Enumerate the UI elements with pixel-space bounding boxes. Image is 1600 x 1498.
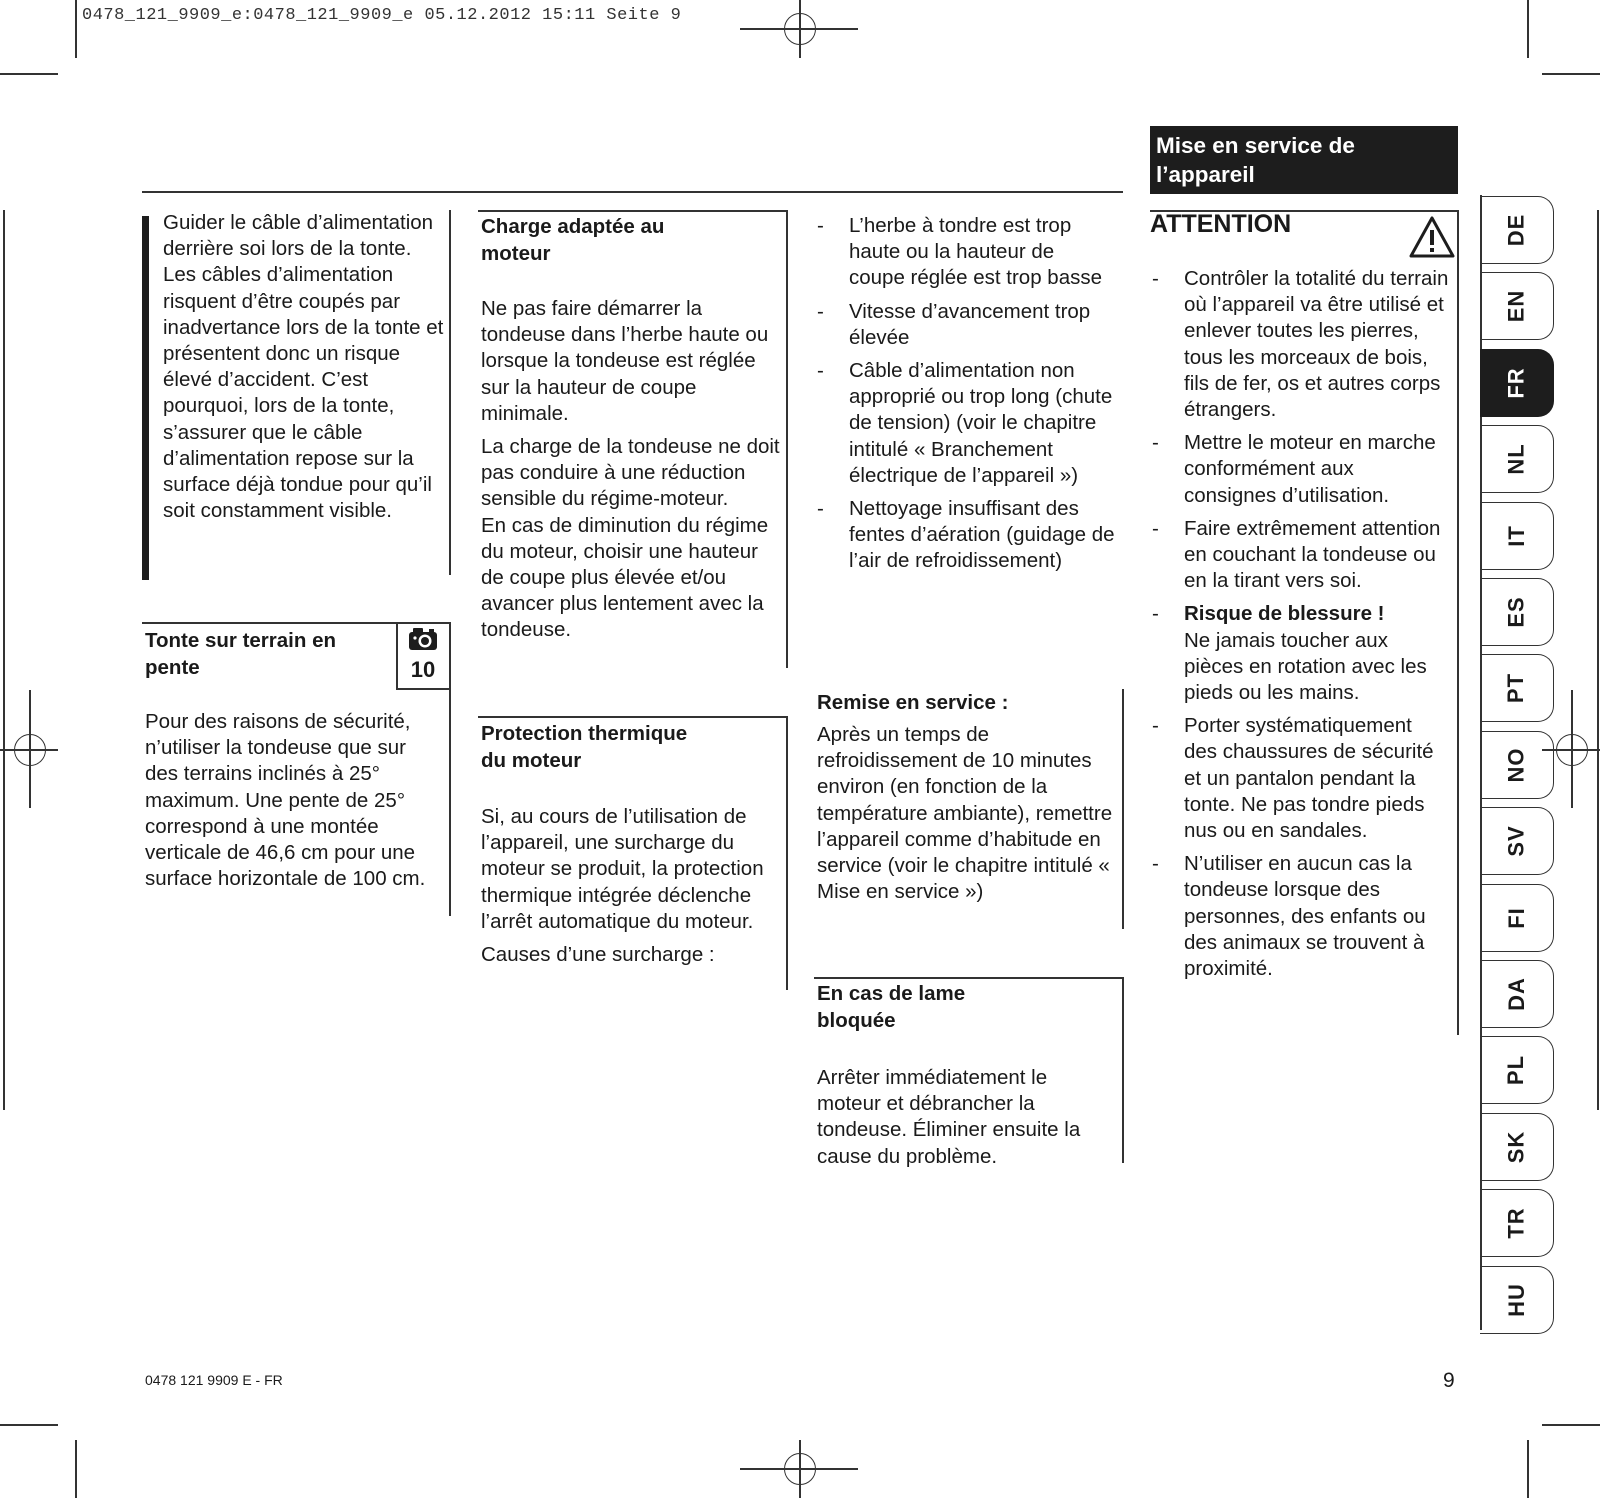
blade-heading-rule	[814, 977, 1123, 979]
language-tab-label: TR	[1503, 1207, 1529, 1239]
language-tab-fi[interactable]	[1480, 884, 1554, 952]
thermal-paragraph: Si, au cours de l’utilisation de l’appareil, une surcharge du moteur se produit, la protection thermique intégrée déclenche l’arrêt automatique du moteur.	[481, 805, 764, 933]
language-tab-pl[interactable]	[1480, 1036, 1554, 1104]
slope-heading: Tonte sur terrain en pente	[145, 629, 336, 679]
language-tab-de[interactable]	[1480, 196, 1554, 264]
list-item-text: Porter systématiquement des chaussures de sécurité et un pantalon pendant la tonte. Ne pas tondre pieds nus ou en sandales.	[1184, 714, 1434, 843]
crop-mark	[75, 0, 77, 58]
list-item-text: N’utiliser en aucun cas la tondeuse lorsque des personnes, des enfants ou des animaux se trouvent à proximité.	[1184, 852, 1426, 981]
language-tab-label: PL	[1503, 1054, 1529, 1086]
column-rule	[1457, 210, 1459, 1035]
load-paragraph: Ne pas faire démarrer la tondeuse dans l’herbe haute ou lorsque la tondeuse est réglée sur la hauteur de coupe minimale.	[481, 297, 769, 425]
language-tab-pt[interactable]	[1480, 654, 1554, 722]
language-tab-hu[interactable]	[1480, 1266, 1554, 1334]
crop-mark	[0, 1424, 58, 1426]
crop-mark	[1542, 1424, 1600, 1426]
blade-text: Arrêter immédiatement le moteur et débrancher la tondeuse. Éliminer ensuite la cause du problème.	[817, 1066, 1081, 1168]
blade-heading: En cas de lame bloquée	[817, 982, 966, 1032]
warning-triangle-icon	[1408, 215, 1456, 259]
thermal-heading: Protection thermique du moteur	[481, 722, 688, 772]
restart-heading: Remise en service :	[817, 691, 1009, 714]
page-number: 9	[1443, 1369, 1455, 1392]
figure-number: 10	[410, 657, 436, 682]
language-tab-label: SV	[1503, 825, 1529, 857]
language-tab-tr[interactable]	[1480, 1189, 1554, 1257]
language-tab-label: FR	[1503, 367, 1529, 399]
language-tab-label: DA	[1503, 977, 1529, 1011]
figure-box-rule-bottom	[396, 688, 450, 690]
language-tab-label: FI	[1503, 907, 1529, 929]
header-rule	[142, 191, 1123, 193]
list-item: - Nettoyage insuffisant des fentes d’aération (guidage de l’air de refroidissement)	[815, 496, 1115, 575]
language-tab-nl[interactable]	[1480, 425, 1554, 493]
document-code: 0478 121 9909 E - FR	[145, 1372, 283, 1388]
language-tab-label: DE	[1503, 213, 1529, 247]
language-tab-label: HU	[1503, 1283, 1529, 1317]
list-item	[1150, 516, 1450, 595]
language-tab-no[interactable]	[1480, 731, 1554, 799]
language-tab-label: SK	[1503, 1130, 1529, 1164]
list-item	[1150, 851, 1450, 982]
list-item	[1150, 601, 1450, 706]
load-heading: Charge adaptée au moteur	[481, 215, 665, 265]
list-item	[1150, 713, 1450, 844]
language-tab-it[interactable]	[1480, 502, 1554, 570]
language-tab-label: EN	[1503, 289, 1529, 323]
safety-list	[1150, 266, 1450, 982]
language-tab-label: NL	[1503, 443, 1529, 475]
list-item-text: Ne jamais toucher aux pièces en rotation avec les pieds ou les mains.	[1184, 628, 1427, 705]
crop-mark	[0, 73, 58, 75]
thermal-text	[481, 804, 781, 968]
restart-text: Après un temps de refroidissement de 10 minutes environ (en fonction de la température ambiante), remettre l’appareil comme d’habitude en service (voir le chapitre intitulé « Mise en service »)	[817, 723, 1113, 904]
language-tab-fr[interactable]	[1480, 349, 1554, 417]
section-title: Mise en service de l’appareil	[1150, 126, 1458, 194]
blade-heading-rule-vertical	[1122, 977, 1124, 1163]
crop-mark	[1527, 0, 1529, 58]
thermal-paragraph: Causes d’une surcharge :	[481, 943, 715, 967]
slope-heading-rule-vertical	[449, 622, 451, 916]
list-item	[1150, 266, 1450, 423]
camera-icon	[407, 626, 439, 652]
language-tab-label: PT	[1503, 672, 1529, 704]
list-item-text: Faire extrêmement attention en couchant la tondeuse ou en la tirant vers soi.	[1184, 516, 1441, 593]
load-paragraph: En cas de diminution du régime du moteur, choisir une hauteur de coupe plus élevée et/ou avancer plus lentement avec la tondeuse.	[481, 513, 769, 642]
list-item-text: Contrôler la totalité du terrain où l’appareil va être utilisé et enlever toutes les pierres, tous les morceaux de bois, fils de fer, os et autres corps étrangers.	[1184, 267, 1449, 422]
list-item-emphasis: - Risque de blessure !	[1184, 602, 1385, 626]
language-tab-label: ES	[1503, 596, 1529, 628]
thermal-heading-rule-vertical	[786, 716, 788, 990]
list-item: - Câble d’alimentation non approprié ou trop long (chute de tension) (voir le chapitre intitulé « Branchement électrique de l’appareil »)	[815, 358, 1115, 489]
load-heading-rule	[478, 210, 787, 212]
language-tab-da[interactable]	[1480, 960, 1554, 1028]
causes-list	[815, 213, 1115, 575]
figure-box-rule	[396, 622, 398, 688]
crop-mark	[3, 210, 5, 1110]
column-rule	[449, 210, 451, 575]
crop-mark	[1597, 210, 1599, 1110]
load-paragraph: La charge de la tondeuse ne doit pas conduire à une réduction sensible du régime-moteur.	[481, 435, 780, 511]
crop-mark	[75, 1440, 77, 1498]
list-item-text: Mettre le moteur en marche conformément aux consignes d’utilisation.	[1184, 431, 1436, 507]
load-heading-rule-vertical	[786, 210, 788, 668]
slope-heading-rule	[142, 622, 450, 624]
crop-mark	[1542, 73, 1600, 75]
overload-causes	[815, 213, 1115, 582]
attention-heading: ATTENTION	[1150, 210, 1292, 238]
cable-guidance-text: Guider le câble d’alimentation derrière soi lors de la tonte. Les câbles d’alimentation risquent d’être coupés par inadvertance lors de la tonte et présentent donc un risque élevé d’accident. C’est pourquoi, lors de la tonte, s’assurer que le câble d’alimentation repose sur la surface déjà tondue pour qu’il soit constamment visible.	[163, 211, 444, 523]
list-item: - Vitesse d’avancement trop élevée	[815, 299, 1115, 351]
print-slug: 0478_121_9909_e:0478_121_9909_e 05.12.2012 15:11 Seite 9	[82, 6, 682, 25]
list-item: - L’herbe à tondre est trop haute ou la hauteur de coupe réglée est trop basse	[815, 213, 1115, 292]
list-item	[1150, 430, 1450, 509]
emphasis-bar	[142, 216, 149, 580]
language-tab-label: IT	[1503, 525, 1529, 547]
crop-mark	[1527, 1440, 1529, 1498]
slope-text: Pour des raisons de sécurité, n’utiliser la tondeuse que sur des terrains inclinés à 25° maximum. Une pente de 25° correspond à une montée verticale de 46,6 cm pour une surface horizontale de 100 cm.	[145, 710, 426, 891]
language-tab-sk[interactable]	[1480, 1113, 1554, 1181]
thermal-heading-rule	[478, 716, 787, 718]
language-tab-sv[interactable]	[1480, 807, 1554, 875]
language-tab-label: NO	[1503, 747, 1529, 783]
column-rule	[1122, 689, 1124, 929]
language-tab-en[interactable]	[1480, 272, 1554, 340]
figure-reference	[400, 626, 446, 682]
load-text	[481, 296, 781, 644]
language-tab-es[interactable]	[1480, 578, 1554, 646]
attention-list	[1150, 266, 1450, 989]
